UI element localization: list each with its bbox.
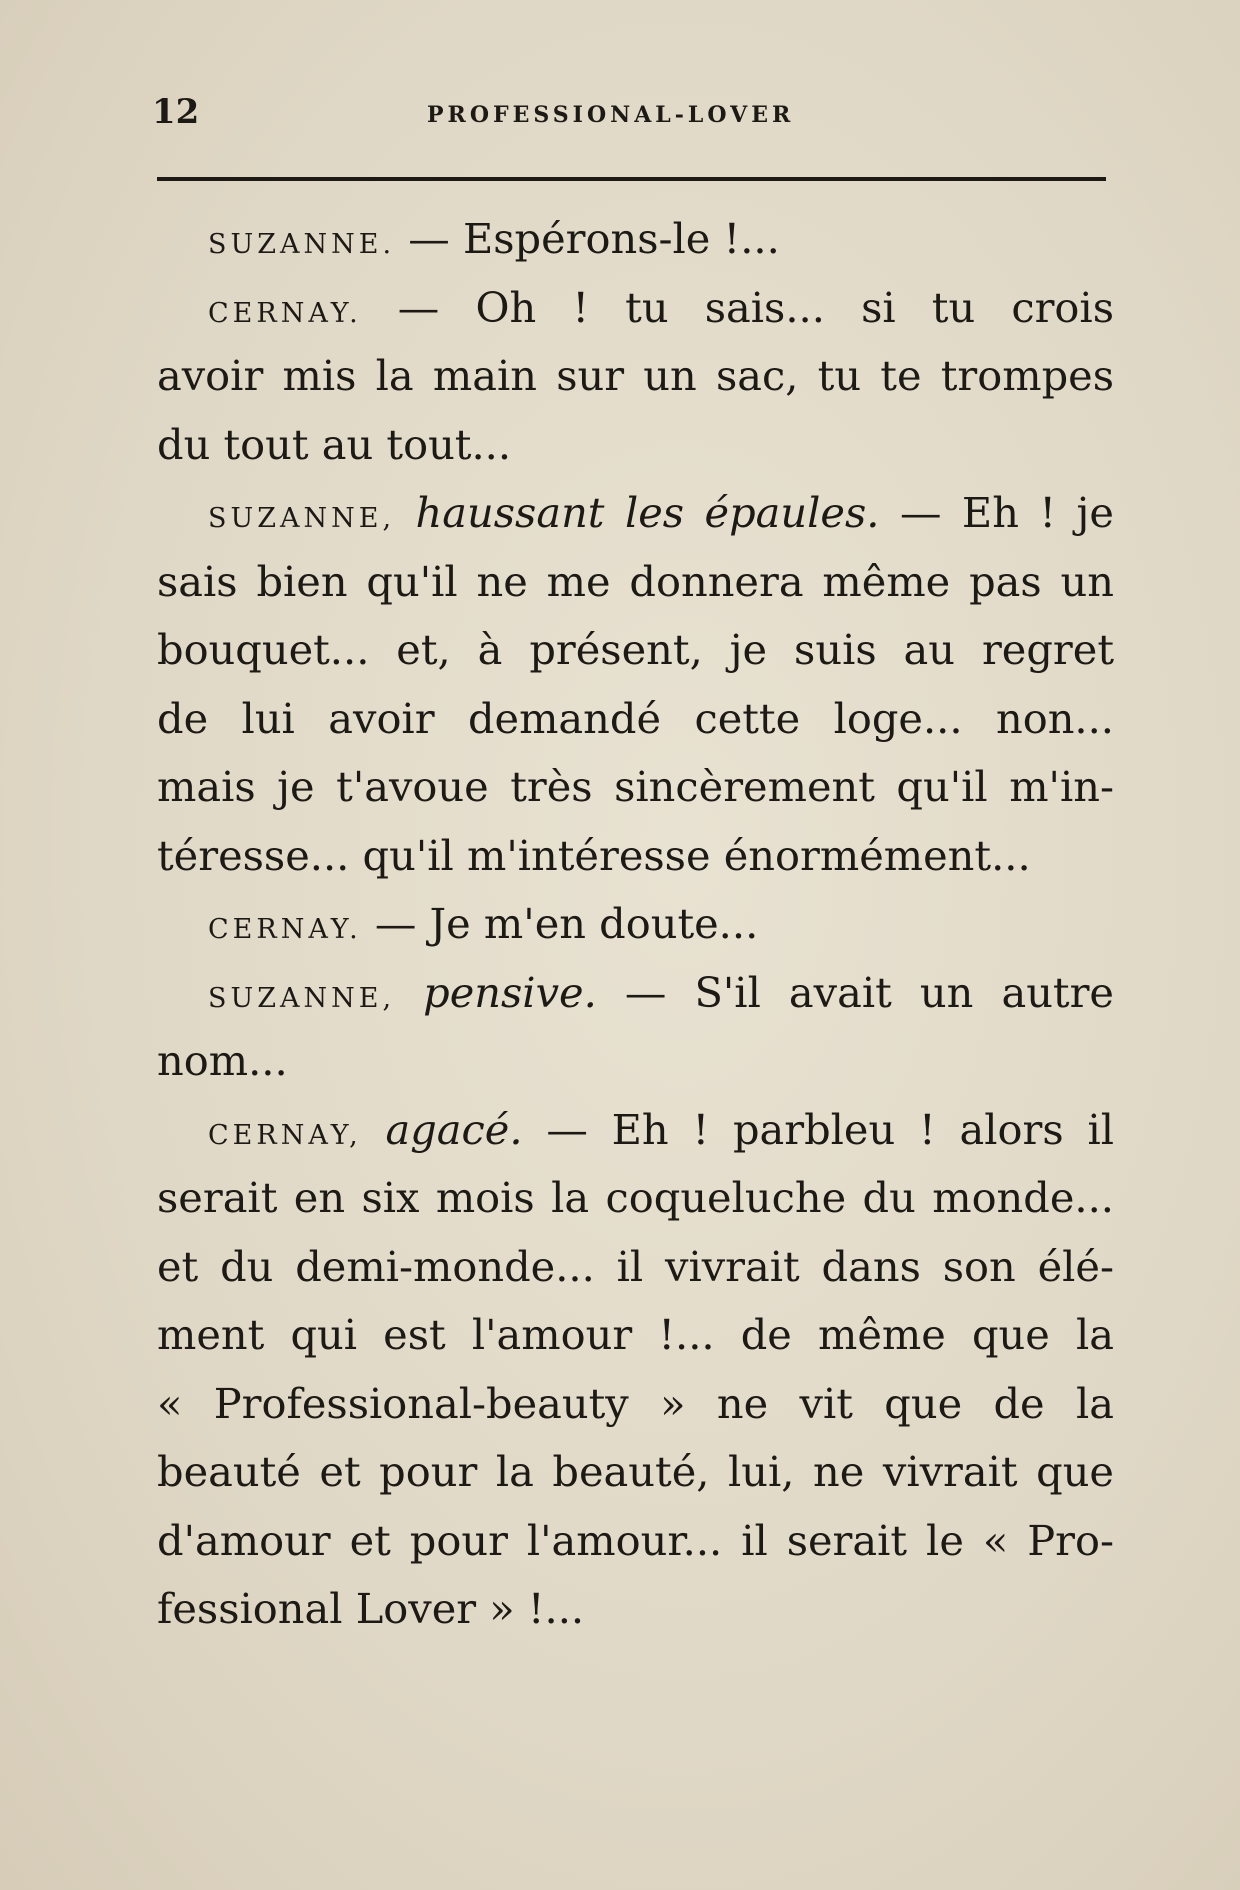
line-text: avoir mis la main sur un sac, tu te trompes	[157, 351, 1114, 400]
line-text: du tout au tout...	[157, 419, 512, 469]
line-text: beauté et pour la beauté, lui, ne vivrait que	[157, 1447, 1114, 1496]
running-title: PROFESSIONAL-LOVER	[427, 102, 795, 128]
text-line	[157, 1301, 1114, 1370]
line-text: serait en six mois la coqueluche du monde...	[157, 1173, 1114, 1222]
page-header	[152, 92, 1107, 132]
line-text: de lui avoir demandé cette loge... non...	[157, 693, 1114, 743]
stage-direction: pensive.	[395, 967, 597, 1017]
text-line	[157, 548, 1114, 617]
text-line	[157, 411, 1114, 480]
text-line	[157, 959, 1114, 1028]
play-text	[157, 205, 1114, 1644]
speaker-name: CERNAY,	[208, 1119, 362, 1151]
line-text: sais bien qu'il ne me donnera même pas un	[157, 556, 1114, 606]
line-text: mais je t'avoue très sincèrement qu'il m'in-	[157, 762, 1114, 811]
page-number: 12	[152, 92, 200, 132]
speaker-name: CERNAY.	[208, 914, 362, 945]
line-text: ment qui est l'amour !... de même que la	[157, 1310, 1114, 1359]
text-line	[157, 822, 1114, 891]
text-line	[157, 1027, 1114, 1096]
line-text: et du demi-monde... il vivrait dans son élé-	[157, 1241, 1114, 1291]
speaker-name: SUZANNE,	[208, 982, 396, 1014]
text-line	[157, 1233, 1114, 1302]
stage-direction: agacé.	[361, 1104, 523, 1154]
line-text: « Professional-beauty » ne vit que de la	[157, 1378, 1114, 1428]
line-text: — Je m'en doute...	[361, 899, 759, 948]
text-line	[157, 1438, 1114, 1507]
line-text: d'amour et pour l'amour... il serait le « Pro-	[157, 1515, 1114, 1565]
line-text: — Espérons-le !...	[395, 214, 780, 263]
text-line	[157, 890, 1114, 959]
text-line	[157, 1575, 1114, 1644]
text-line	[157, 205, 1114, 274]
line-text: fessional Lover » !...	[157, 1584, 585, 1633]
text-line	[157, 685, 1114, 754]
speaker-name: CERNAY.	[208, 297, 362, 329]
text-line	[157, 1096, 1114, 1165]
header-rule	[157, 177, 1106, 181]
text-line	[157, 1507, 1114, 1576]
line-text: — Eh ! je	[879, 488, 1114, 537]
line-text: — Oh ! tu sais... si tu crois	[361, 282, 1114, 332]
line-text: téresse... qu'il m'intéresse énormément...	[157, 830, 1031, 880]
line-text: nom...	[157, 1036, 288, 1085]
line-text: — S'il avait un autre	[596, 967, 1114, 1017]
text-line	[157, 1164, 1114, 1233]
speaker-name: SUZANNE,	[208, 503, 396, 534]
text-line	[157, 274, 1114, 343]
speaker-name: SUZANNE.	[208, 229, 396, 260]
text-line	[157, 753, 1114, 822]
text-line	[157, 1370, 1114, 1439]
text-line	[157, 616, 1114, 685]
text-line	[157, 479, 1114, 548]
text-line	[157, 342, 1114, 411]
line-text: bouquet... et, à présent, je suis au regret	[157, 625, 1114, 674]
stage-direction: haussant les épaules.	[395, 488, 880, 537]
line-text: — Eh ! parbleu ! alors il	[522, 1104, 1114, 1154]
